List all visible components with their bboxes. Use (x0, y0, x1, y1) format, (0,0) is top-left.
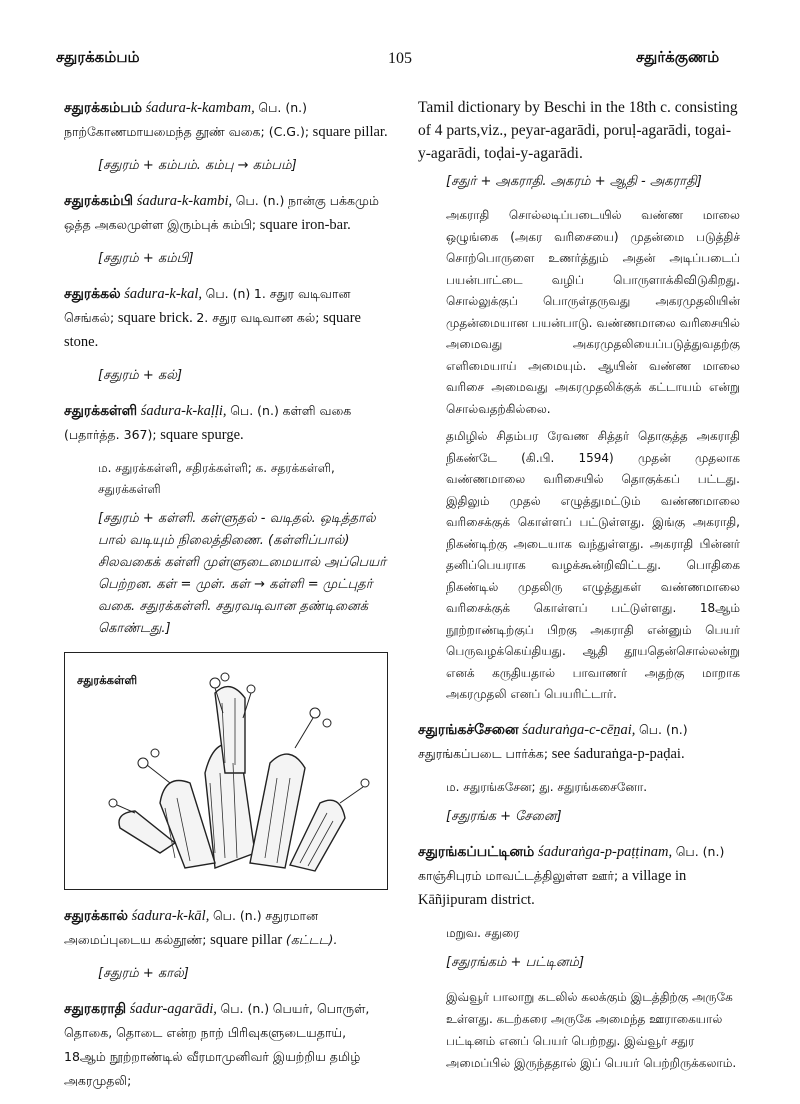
sense-2-english: square stone. (64, 310, 361, 350)
part-of-speech: பெ. (n.) (212, 908, 262, 923)
etymology: [சதுரம் + கல்] (98, 368, 183, 383)
etymology: [சதுரம் + கால்] (98, 966, 189, 981)
gloss-english: square pillar. (312, 124, 388, 140)
etymology: [சதுரங்கம் + பட்டினம்] (446, 954, 585, 970)
gloss-english: square iron-bar. (259, 217, 351, 233)
sense-2-tamil: 2. சதுர வடிவான கல்; (196, 310, 320, 325)
running-head-right: சதுர்க்குணம் (636, 48, 720, 66)
entry-sadura-k-kambi (64, 189, 390, 237)
headword: சதுரக்கம்பம் (64, 100, 142, 116)
plant-illustration (64, 652, 388, 890)
part-of-speech: பெ. (n.) (258, 100, 308, 115)
headword: சதுரக்கால் (64, 908, 128, 924)
part-of-speech: பெ. (n.) (639, 721, 688, 737)
commentary-paragraph: அகராதி சொல்லடிப்படையில் வண்ண மாலை ஒழுங்கை (அகர வரிசையை) முதன்மை படுத்திச் சொற்பொருளை உணர்த்தும் அதன் அடிப்படைப் பயன்பாட்டை வழிப் பொருளாக்கிவிடுகிறது. சொல்லுக்குப் பொருள்தருவது அகரமுதலியின் முதன்மையான பயன்பாடு. வண்ணமாலை வரிசையில் அமைவது அகரமுதலியைப்படுத்துவதற்கு எளிமையாய் அமையும். ஆயின் வண்ண மாலை வரிசை அமைவது அகரமுதலிக்குக் கட்டாயம் என்று சொல்வதற்கில்லை. (446, 208, 740, 416)
gloss-tamil: நான்கு பக்கமும் ஒத்த அகலமுள்ள இரும்புக் கம்பி; (64, 193, 379, 232)
gloss-tamil: சதுரங்கப்படை பார்க்க; (418, 745, 549, 761)
romanization: śadura-k-kaḷḷi, (140, 403, 227, 419)
cognates: ம. சதுரங்கசேன; து. சதுரங்கசைனோ. (446, 779, 648, 794)
romanization: śadura-k-kāl, (131, 908, 210, 924)
entry-sadura-k-kambam (64, 96, 390, 144)
romanization: śadur-agarādi, (129, 1001, 217, 1017)
romanization: śadura-k-kal, (124, 286, 202, 302)
entry-saduranga-c-cenai (418, 718, 740, 766)
commentary-paragraph: இவ்வூர் பாலாறு கடலில் கலக்கும் இடத்திற்கு அருகே உள்ளது. கடற்கரை அருகே அமைந்த ஊராகையால் பட்டினம் எனப் பெயர் பெற்றது. இவ்வூர் சதுர அமைப்பில் இருந்ததால் இப் பெயர் பெற்றிருக்கலாம். (446, 989, 737, 1070)
etymology: [சதுரம் + கம்பம். கம்பு → கம்பம்] (98, 158, 297, 173)
entry-sadur-agaradi (64, 997, 390, 1093)
figure-caption: சதுரக்கள்ளி (77, 673, 138, 687)
etymology: [சதுரம் + கள்ளி. கள்ளுதல் - வடிதல். ஒடித்தால் பால் வடியும் நிலைத்திணை. (கள்ளிப்பால்) சிலவகைக் கள்ளி முள்ளுடைமையால் அப்பெயர் பெற்றன. கள் = முள். கள் → கள்ளி = முட்புதர் வகை. சதுரக்கள்ளி. சதுரவடிவான தண்டினைக் கொண்டது.] (98, 511, 387, 636)
cognates: ம. சதுரக்கள்ளி, சதிரக்கள்ளி; க. சதரக்கள்ளி, சதுரக்கள்ளி (98, 461, 335, 496)
page-number: 105 (388, 50, 412, 67)
part-of-speech: பெ. (n.) (235, 193, 285, 208)
headword: சதுரங்கப்பட்டினம் (418, 843, 535, 860)
entry-saduranga-p-pattinam (418, 840, 740, 912)
gloss-english: square spurge. (160, 427, 244, 443)
gloss-tamil: நாற்கோணமாயமைந்த தூண் வகை; (C.G.); (64, 124, 310, 139)
gloss-tamil: கள்ளி வகை (பதார்த்த. 367); (64, 403, 352, 442)
entry-sadura-k-kalli (64, 399, 390, 447)
entry-sadura-k-kal-pillar (64, 904, 390, 952)
romanization: śadura-k-kambam, (145, 100, 255, 116)
headword: சதுரக்கள்ளி (64, 403, 138, 419)
right-column (418, 96, 740, 1084)
left-column (64, 96, 390, 1104)
etymology: [சதுரங்க + சேனை] (446, 808, 562, 824)
romanization: śaduraṅga-c-cēṉai, (522, 721, 636, 738)
part-of-speech: பெ. (n.) (230, 403, 279, 418)
headword: சதுரக்கம்பி (64, 193, 134, 209)
entry-continuation: Tamil dictionary by Beschi in the 18th c. consisting of 4 parts,viz., peyar-agarādi, poruḷ-agarādi, togai-y-agarādi, toḍai-y-agarādi. (418, 99, 738, 162)
gloss-tamil: பெயர், பொருள், தொகை, தொடை என்ற நாற் பிரிவுகளுடையதாய், 18ஆம் நூற்றாண்டில் வீரமாமுனிவர் இயற்றிய தமிழ் அகரமுதலி; (64, 1001, 370, 1088)
etymology: [சதுரம் + கம்பி] (98, 251, 194, 266)
gloss-english: see śaduraṅga-p-paḍai. (551, 745, 685, 762)
romanization: śaduraṅga-p-paṭṭinam, (537, 843, 673, 860)
romanization: śadura-k-kambi, (136, 193, 233, 209)
sense-1-english: square brick. (117, 310, 193, 326)
running-head-left: சதுரக்கம்பம் (56, 48, 140, 66)
gloss-english: a village in Kāñjipuram district. (418, 867, 687, 908)
gloss-english: square pillar (210, 932, 283, 948)
headword: சதுரங்கச்சேனை (418, 721, 519, 738)
commentary-paragraph: தமிழில் சிதம்பர ரேவண சித்தர் தொகுத்த அகராதி நிகண்டே (கி.பி. 1594) முதன் முதலாக வண்ணமாலை வரிசையில் தொகுக்கப் பட்டது. இதிலும் முதல் எழுத்துமட்டும் வண்ணமாலை வரிசைக்குக் கொள்ளப் பட்டுள்ளது. இங்கு அகராதி, நிகண்டிற்கு அடையாக வந்துள்ளது. அகராதி பின்னர் தனிப்பெயராக வழக்கூன்றிவிட்டது. பொதிகை நிகண்டில் முதலிரு எழுத்துகள் வண்ணமாலை வரிசைக்குக் கொள்ளப் பட்டுள்ளது. 18ஆம் நூற்றாண்டிற்குப் பிறகு அகராதி என்னும் பெயர் பெருவழக்கெய்தியது. ஆதி தூயதென்சொல்லன்று எனக் கருதியதால் பாவாணர் அதற்கு மாறாக அகரமுதலி எனப் பெயரிட்டார். (446, 429, 740, 701)
etymology: [சதுர் + அகராதி. அகரம் + ஆதி - அகராதி] (446, 174, 702, 189)
gloss-note: (கட்டட). (285, 932, 338, 947)
headword: சதுரக்கல் (64, 286, 121, 302)
entry-sadura-k-kal (64, 282, 390, 354)
part-of-speech: பெ. (n.) (675, 843, 725, 859)
variant: மறுவ. சதுரை (446, 925, 520, 940)
gloss-tamil: காஞ்சிபுரம் மாவட்டத்திலுள்ள ஊர்; (418, 867, 619, 883)
part-of-speech: பெ. (n) (205, 286, 251, 301)
part-of-speech: பெ. (n.) (220, 1001, 270, 1016)
sense-1-tamil: 1. சதுர வடிவான செங்கல்; (64, 286, 351, 325)
headword: சதுரகராதி (64, 1001, 127, 1017)
gloss-tamil: சதுரமான அமைப்புடைய கல்தூண்; (64, 908, 319, 947)
